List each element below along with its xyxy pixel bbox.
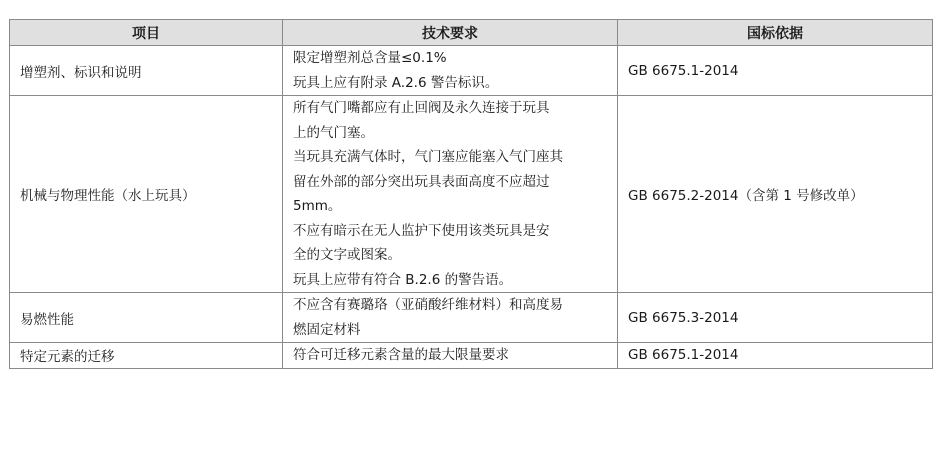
row-item: 特定元素的迁移 bbox=[10, 343, 283, 369]
requirement-line: 不应含有赛璐珞（亚硝酸纤维材料）和高度易 bbox=[293, 297, 563, 313]
row-standard: GB 6675.1-2014 bbox=[618, 343, 933, 369]
requirement-line: 5mm。 bbox=[293, 198, 342, 214]
requirement-line: 当玩具充满气体时，气门塞应能塞入气门座其 bbox=[293, 149, 563, 165]
row-requirements bbox=[283, 293, 618, 343]
row-requirements bbox=[283, 46, 618, 96]
row-standard: GB 6675.3-2014 bbox=[618, 293, 933, 343]
row-standard: GB 6675.1-2014 bbox=[618, 46, 933, 96]
header-item: 项目 bbox=[10, 20, 283, 46]
table-row bbox=[10, 293, 933, 343]
row-requirements bbox=[283, 343, 618, 369]
row-standard: GB 6675.2-2014（含第 1 号修改单） bbox=[618, 96, 933, 293]
table-row bbox=[10, 96, 933, 293]
header-requirements: 技术要求 bbox=[283, 20, 618, 46]
requirement-line: 全的文字或图案。 bbox=[293, 247, 401, 263]
row-item: 机械与物理性能（水上玩具） bbox=[10, 96, 283, 293]
table-row bbox=[10, 46, 933, 96]
requirement-line: 玩具上应有附录 A.2.6 警告标识。 bbox=[293, 74, 499, 91]
row-requirements bbox=[283, 96, 618, 293]
requirement-line: 限定增塑剂总含量≤0.1% bbox=[293, 50, 447, 66]
requirement-line: 符合可迁移元素含量的最大限量要求 bbox=[293, 347, 509, 363]
requirement-line: 所有气门嘴都应有止回阀及永久连接于玩具 bbox=[293, 100, 550, 116]
requirement-line: 玩具上应带有符合 B.2.6 的警告语。 bbox=[293, 271, 513, 288]
row-item: 增塑剂、标识和说明 bbox=[10, 46, 283, 96]
requirement-line: 留在外部的部分突出玩具表面高度不应超过 bbox=[293, 173, 550, 190]
header-row bbox=[10, 20, 933, 46]
row-item: 易燃性能 bbox=[10, 293, 283, 343]
requirement-line: 上的气门塞。 bbox=[293, 124, 374, 141]
requirement-line: 燃固定材料 bbox=[293, 321, 361, 338]
requirement-line: 不应有暗示在无人监护下使用该类玩具是安 bbox=[293, 222, 550, 239]
table-row bbox=[10, 343, 933, 369]
requirements-table bbox=[9, 19, 933, 369]
header-standard: 国标依据 bbox=[618, 20, 933, 46]
